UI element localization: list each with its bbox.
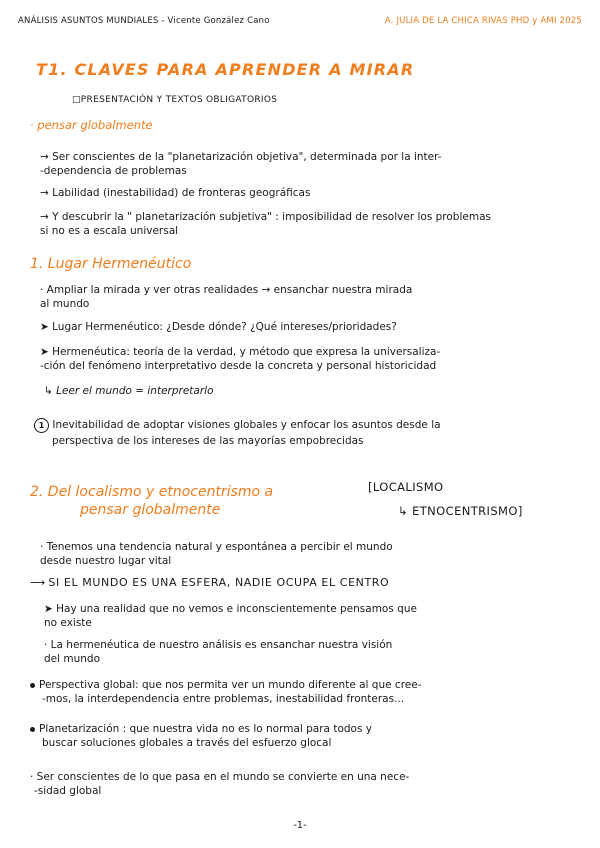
circle-line: Inevitabilidad de adoptar visiones globales y enfocar los asuntos desde la <box>52 419 441 431</box>
section2-heading-cont: pensar globalmente <box>80 502 221 518</box>
section2-line: desde nuestro lugar vital <box>40 555 172 567</box>
header-course: ANÁLISIS ASUNTOS MUNDIALES - Vicente González Cano <box>18 16 270 26</box>
page-number: -1- <box>293 820 307 831</box>
bracket-etnocentrismo: ↳ ETNOCENTRISMO] <box>398 504 523 518</box>
bullet-line: -sidad global <box>34 785 102 797</box>
section1-line: · Ampliar la mirada y ver otras realidades → ensanchar nuestra mirada <box>40 284 413 296</box>
subtitle: □PRESENTACIÓN Y TEXTOS OBLIGATORIOS <box>72 95 278 105</box>
bullet-row <box>30 722 372 736</box>
bullet-line: Perspectiva global: que nos permita ver un mundo diferente al que cree- <box>39 679 422 691</box>
section2-arrow-row <box>30 576 389 590</box>
section2-line: no existe <box>44 617 92 629</box>
section2-heading: 2. Del localismo y etnocentrismo a <box>30 484 274 500</box>
bullet-line: · Ser conscientes de lo que pasa en el mundo se convierte en una nece- <box>30 771 410 783</box>
section1-circle-row <box>34 418 441 433</box>
header-author: A. JULIA DE LA CHICA RIVAS PHD y AMI 2025 <box>384 16 582 26</box>
circle-line: perspectiva de los intereses de las mayorías empobrecidas <box>52 435 364 447</box>
bullet-dot-icon <box>30 727 35 732</box>
intro-line: → Labilidad (inestabilidad) de fronteras geográficas <box>40 187 311 199</box>
bullet-line: Planetarización : que nuestra vida no es lo normal para todos y <box>39 723 372 735</box>
section2-line: · Tenemos una tendencia natural y espontánea a percibir el mundo <box>40 541 393 553</box>
intro-line: si no es a escala universal <box>40 225 179 237</box>
bullet-row <box>30 678 422 692</box>
section1-line: al mundo <box>40 298 90 310</box>
section1-line: ➤ Lugar Hermenéutico: ¿Desde dónde? ¿Qué intereses/prioridades? <box>40 321 397 333</box>
section2-line: · La hermenéutica de nuestro análisis es ensanchar nuestra visión <box>44 639 393 651</box>
circle-number: 1 <box>34 418 49 433</box>
section1-line: ➤ Hermenéutica: teoría de la verdad, y método que expresa la universaliza- <box>40 346 441 358</box>
section2-line: SI EL MUNDO ES UNA ESFERA, NADIE OCUPA EL CENTRO <box>48 576 390 589</box>
page-title: T1. CLAVES PARA APRENDER A MIRAR <box>36 60 415 79</box>
section2-line: ➤ Hay una realidad que no vemos e inconscientemente pensamos que <box>44 603 417 615</box>
section2-line: del mundo <box>44 653 101 665</box>
intro-line: → Ser conscientes de la "planetarización objetiva", determinada por la inter- <box>40 151 442 163</box>
bullet-line: -mos, la interdependencia entre problemas, inestabilidad fronteras... <box>42 693 405 705</box>
long-arrow-icon: ⟶ <box>30 577 46 589</box>
bullet-dot-icon <box>30 683 35 688</box>
bullet-line: buscar soluciones globales a través del esfuerzo glocal <box>42 737 332 749</box>
intro-line: → Y descubrir la " planetarización subjetiva" : imposibilidad de resolver los problemas <box>40 211 491 223</box>
pensar-globalmente-label: · pensar globalmente <box>30 118 153 132</box>
section1-line: -ción del fenómeno interpretativo desde la concreta y personal historicidad <box>40 360 437 372</box>
bracket-localismo: [LOCALISMO <box>368 480 444 494</box>
section1-line: ↳ Leer el mundo = interpretarlo <box>44 385 214 397</box>
intro-line: -dependencia de problemas <box>40 165 187 177</box>
section1-heading: 1. Lugar Hermenéutico <box>30 256 192 272</box>
